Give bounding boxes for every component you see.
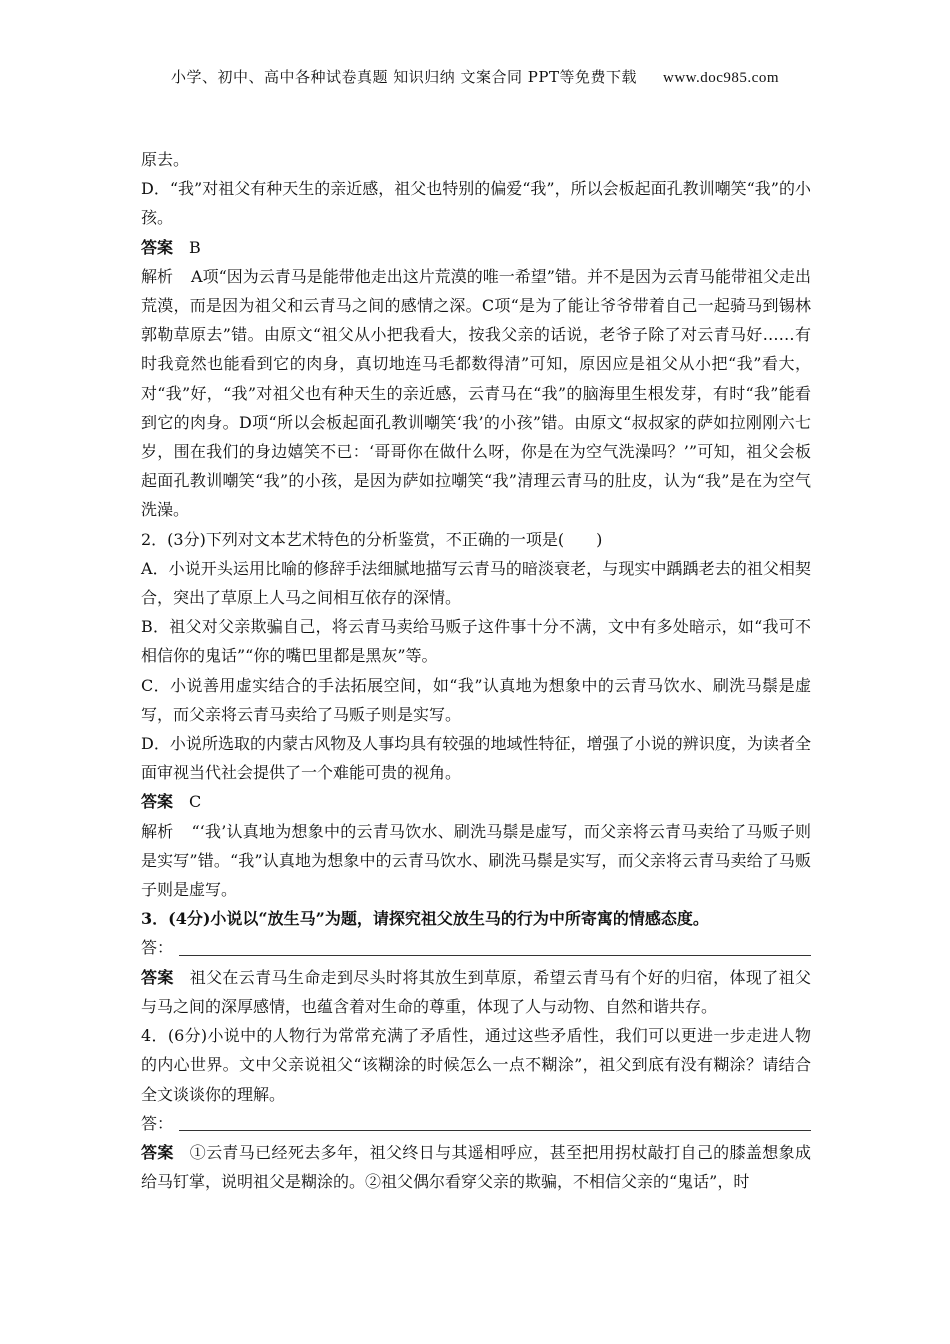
option-d-q1: D．“我”对祖父有种天生的亲近感，祖父也特别的偏爱“我”，所以会板起面孔教训嘲笑“我”的小孩。 bbox=[141, 179, 811, 228]
answer-blank-line bbox=[179, 954, 811, 956]
answer-1 bbox=[141, 233, 811, 262]
paragraph-continuation: 原去。 bbox=[141, 150, 190, 169]
analysis-text: “‘我’认真地为想象中的云青马饮水、刷洗马鬃是虚写，而父亲将云青马卖给了马贩子则是实写”错。“我”认真地为想象中的云青马饮水、刷洗马鬃是实写，而父亲将云青马卖给了马贩子则是虚写。 bbox=[141, 821, 811, 900]
answer-value: B bbox=[189, 237, 201, 257]
answer-label: 答案 bbox=[141, 792, 174, 812]
option-b-q2: B．祖父对父亲欺骗自己，将云青马卖给马贩子这件事十分不满，文中有多处暗示，如“我可不相信你的鬼话”“你的嘴巴里都是黑灰”等。 bbox=[141, 617, 811, 666]
analysis-text: A项“因为云青马是能带他走出这片荒漠的唯一希望”错。并不是因为云青马能带祖父走出荒漠，而是因为祖父和云青马之间的感情之深。C项“是为了能让爷爷带着自己一起骑马到锡林郭勒草原去”错。由原文“祖父从小把我看大，按我父亲的话说，老爷子除了对云青马好……有时我竟然也能看到它的肉身，真切地连马毛都数得清”可知，原因应是祖父从小把“我”看大，对“我”好，“我”对祖父也有种天生的亲近感，云青马在“我”的脑海里生根发芽，有时“我”能看到它的肉身。D项“所以会板起面孔教训嘲笑‘我’的小孩”错。由原文“叔叔家的萨如拉刚刚六七岁，围在我们的身边嬉笑不已：‘哥哥你在做什么呀，你是在为空气洗澡吗？’”可知，祖父会板起面孔教训嘲笑“我”的小孩，是因为萨如拉嘲笑“我”清理云青马的肚皮，认为“我”是在为空气洗澡。 bbox=[141, 266, 811, 520]
answer-field-4[interactable] bbox=[141, 1109, 811, 1138]
option-c-q2: C．小说善用虚实结合的手法拓展空间，如“我”认真地为想象中的云青马饮水、刷洗马鬃是虚写，而父亲将云青马卖给了马贩子则是实写。 bbox=[141, 675, 811, 724]
answer-label: 答案 bbox=[141, 967, 174, 987]
question-4: 4．(6分)小说中的人物行为常常充满了矛盾性，通过这些矛盾性，我们可以更进一步走进人物的内心世界。文中父亲说祖父“该糊涂的时候怎么一点不糊涂”，祖父到底有没有糊涂？请结合全文谈谈你的理解。 bbox=[141, 1026, 811, 1104]
answer-prompt: 答： bbox=[141, 938, 174, 958]
answer-3 bbox=[141, 963, 811, 1021]
answer-label: 答案 bbox=[141, 1142, 174, 1162]
analysis-2 bbox=[141, 817, 811, 905]
analysis-label: 解析 bbox=[141, 266, 174, 286]
header-site[interactable]: www.doc985.com bbox=[662, 70, 779, 86]
answer-blank-line bbox=[179, 1129, 811, 1131]
document-body bbox=[141, 145, 811, 1196]
answer-value: C bbox=[189, 792, 202, 812]
answer-4 bbox=[141, 1138, 811, 1196]
analysis-1 bbox=[141, 262, 811, 525]
question-2: 2．(3分)下列对文本艺术特色的分析鉴赏，不正确的一项是( ) bbox=[141, 529, 603, 549]
option-d-q2: D．小说所选取的内蒙古风物及人事均具有较强的地域性特征，增强了小说的辨识度，为读者全面审视当代社会提供了一个难能可贵的视角。 bbox=[141, 734, 811, 783]
header-text: 小学、初中、高中各种试卷真题 知识归纳 文案合同 PPT等免费下载 bbox=[170, 68, 637, 86]
answer-text: ①云青马已经死去多年，祖父终日与其遥相呼应，甚至把用拐杖敲打自己的膝盖想象成给马钉掌，说明祖父是糊涂的。②祖父偶尔看穿父亲的欺骗，不相信父亲的“鬼话”，时 bbox=[141, 1142, 811, 1192]
answer-2 bbox=[141, 787, 811, 816]
answer-text: 祖父在云青马生命走到尽头时将其放生到草原，希望云青马有个好的归宿，体现了祖父与马之间的深厚感情，也蕴含着对生命的尊重，体现了人与动物、自然和谐共存。 bbox=[141, 967, 811, 1016]
analysis-label: 解析 bbox=[141, 821, 174, 841]
answer-prompt: 答： bbox=[141, 1113, 174, 1133]
answer-label: 答案 bbox=[141, 237, 174, 257]
option-a-q2: A．小说开头运用比喻的修辞手法细腻地描写云青马的暗淡衰老，与现实中踽踽老去的祖父相契合，突出了草原上人马之间相互依存的深情。 bbox=[141, 558, 811, 608]
page-header bbox=[0, 66, 950, 87]
question-3: 3．(4分)小说以“放生马”为题，请探究祖父放生马的行为中所寄寓的情感态度。 bbox=[141, 909, 709, 929]
answer-field-3[interactable] bbox=[141, 933, 811, 962]
